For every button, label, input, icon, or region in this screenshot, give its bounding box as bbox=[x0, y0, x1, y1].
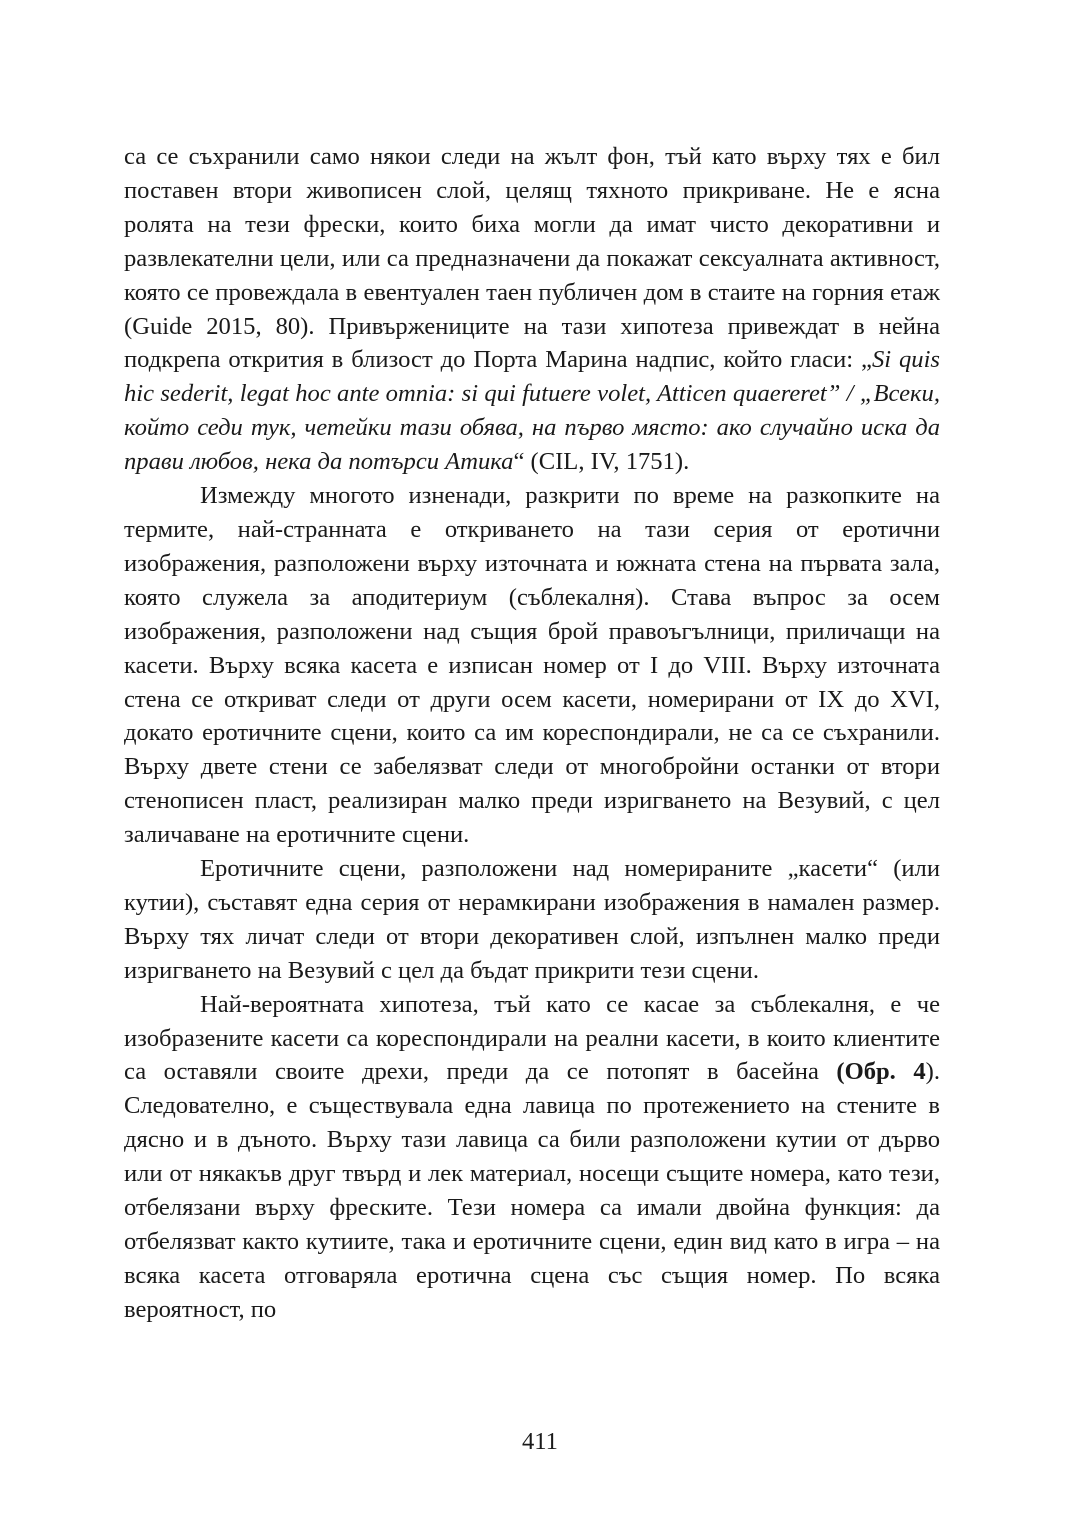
paragraph-4-text-a: Най-вероятната хипотеза, тъй като се касае за съблекалня, е че изобразените касети са кореспондирали на реални касети, в които клиентите са оставяли своите дрехи, преди да се потопят в басейна bbox=[124, 990, 940, 1086]
paragraph-4 bbox=[124, 988, 940, 1327]
paragraph-4-text-b: ). Следователно, е съществувала една лавица по протежението на стените в дясно и в дъното. Върху тази лавица са били разположени кутии от дърво или от някакъв друг твърд и лек материал, носещи същите номера, като тези, отбелязани върху фреските. Тези номера са имали двойна функция: да отбелязват както кутиите, така и еротичните сцени, един вид като в игра – на всяка касета отговаряла еротична сцена със същия номер. По всяка вероятност, по bbox=[124, 1058, 940, 1323]
inscription-translation: Всеки, който седи тук, четейки тази обява, на първо място: ако случайно иска да прави любов, нека да потърси Атика bbox=[124, 380, 940, 476]
paragraph-1 bbox=[124, 140, 940, 479]
paragraph-1-text: са се съхранили само някои следи на жълт фон, тъй като върху тях е бил поставен втори живописен слой, целящ тяхното прикриване. Не е ясна ролята на тези фрески, които биха могли да имат чисто декоративни и развлекателни цели, или са предназначени да покажат сексуалната активност, която се провеждала в евентуален таен публичен дом в стаите на горния етаж (Guide 2015, 80). Привържениците на тази хипотеза привеждат в нейна подкрепа открития в близост до Порта Марина надпис, който гласи: bbox=[124, 143, 940, 374]
body-text bbox=[124, 140, 940, 1327]
figure-reference: (Обр. 4 bbox=[836, 1058, 926, 1086]
citation: (CIL, IV, 1751). bbox=[524, 448, 690, 476]
paragraph-3: Еротичните сцени, разположени над номерираните „касети“ (или кутии), съставят една серия от нерамкирани изображения в намален размер. Върху тях личат следи от втори декоративен слой, изпълнен малко преди изригването на Везувий с цел да бъдат прикрити тези сцени. bbox=[124, 855, 940, 984]
quote-close-mark: “ bbox=[513, 448, 525, 476]
page-number: 411 bbox=[522, 1428, 558, 1455]
latin-inscription: Si quis hic sederit, legat hoc ante omnia: si qui futuere volet, Atticen quaereret bbox=[124, 346, 940, 408]
quote-open-mark: „ bbox=[861, 346, 872, 374]
paragraph-2: Измежду многото изненади, разкрити по време на разкопките на термите, най-странната е откриването на тази серия от еротични изображения, разположени върху източната и южната стена на първата зала, която служела за аподитериум (съблекалня). Става въпрос за осем изображения, разположени над същия брой правоъгълници, приличащи на касети. Върху всяка касета е изписан номер от I до VIII. Върху източната стена се откриват следи от други осем касети, номерирани от IX до XVI, докато еротичните сцени, които са им кореспондирали, не са се съхранили. Върху двете стени се забелязват следи от многобройни останки от втори стенописен пласт, реализиран малко преди изригването на Везувий, с цел заличаване на еротичните сцени. bbox=[124, 482, 940, 849]
quote-separator: ” / „ bbox=[826, 380, 874, 408]
